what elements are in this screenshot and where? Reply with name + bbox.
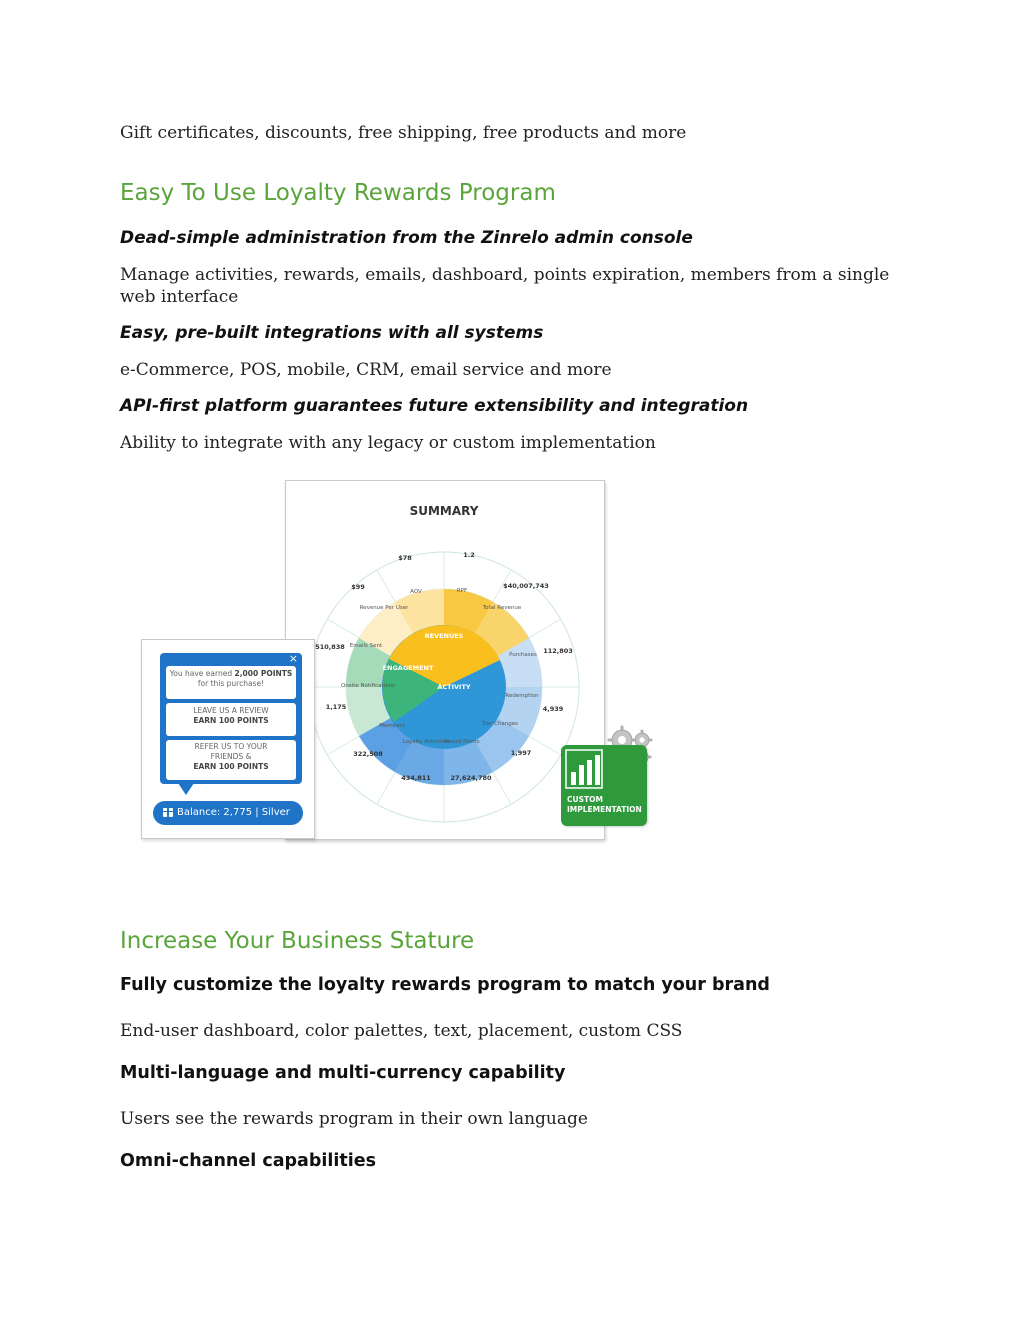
value-award-points: 27,624,780 xyxy=(450,774,492,782)
segment-label-revenue-per-user: Revenue Per User xyxy=(359,605,409,611)
feature-title-api: API-first platform guarantees future extensibility and integration xyxy=(120,396,749,416)
rewards-popup-panel xyxy=(160,653,302,784)
badge-line-1: CUSTOM xyxy=(567,795,603,804)
refer-reward-box xyxy=(166,740,296,780)
segment-label-emails-sent: Emails Sent xyxy=(349,643,383,649)
earned-suffix: for this purchase! xyxy=(197,679,265,688)
feature-body-multilanguage: Users see the rewards program in their own language xyxy=(120,1109,588,1129)
value-total-revenue: $40,007,743 xyxy=(503,582,549,590)
feature-title-integrations: Easy, pre-built integrations with all systems xyxy=(120,323,544,343)
summary-title: SUMMARY xyxy=(409,504,479,518)
feature-body-integrations: e-Commerce, POS, mobile, CRM, email service and more xyxy=(120,360,612,380)
value-members: 322,508 xyxy=(353,750,383,758)
segment-label-loyalty-activities: Loyalty Activities xyxy=(402,739,450,745)
center-label-activity: ACTIVITY xyxy=(437,683,471,691)
segment-label-award-points: Award Points xyxy=(444,739,480,745)
gift-icon xyxy=(163,808,173,817)
value-rpf: 1.2 xyxy=(463,551,475,559)
earned-points: 2,000 POINTS xyxy=(234,669,293,678)
feature-title-multilanguage: Multi-language and multi-currency capability xyxy=(120,1063,566,1083)
feature-title-admin: Dead-simple administration from the Zinrelo admin console xyxy=(120,228,693,248)
feature-body-customize: End-user dashboard, color palettes, text, placement, custom CSS xyxy=(120,1021,683,1041)
close-icon: × xyxy=(288,652,298,665)
review-line: LEAVE US A REVIEW xyxy=(193,706,269,715)
earned-prefix: You have earned xyxy=(169,669,233,678)
segment-label-purchases: Purchases xyxy=(509,652,537,658)
badge-line-2: IMPLEMENTATION xyxy=(567,805,642,814)
segment-label-members: Members xyxy=(379,723,405,729)
review-reward-box xyxy=(166,703,296,736)
value-emails-sent: 510,838 xyxy=(315,643,345,651)
review-earn: EARN 100 POINTS xyxy=(193,716,269,725)
segment-label-tier-changes: Tier Changes xyxy=(481,721,519,727)
value-loyalty-activities: 434,811 xyxy=(401,774,431,782)
feature-body-api: Ability to integrate with any legacy or custom implementation xyxy=(120,433,656,453)
rewards-popup-image xyxy=(141,639,315,839)
segment-label-onsite-notifications: Onsite Notifications xyxy=(341,683,395,689)
summary-dashboard-image xyxy=(285,480,605,840)
earned-points-box xyxy=(166,666,296,699)
refer-line-1: REFER US TO YOUR xyxy=(194,742,268,751)
segment-label-redemption: Redemption xyxy=(505,693,539,699)
value-purchases: 112,803 xyxy=(543,647,573,655)
section-heading-stature: Increase Your Business Stature xyxy=(120,928,475,954)
value-revenue-per-user: $99 xyxy=(351,583,365,591)
balance-text: Balance: 2,775 | Silver xyxy=(177,807,290,818)
value-redemption: 4,939 xyxy=(542,705,564,713)
feature-body-admin: Manage activities, rewards, emails, dashboard, points expiration, members from a single web interface xyxy=(120,265,890,307)
custom-implementation-label xyxy=(567,795,642,815)
value-aov: $78 xyxy=(398,554,412,562)
balance-pill xyxy=(153,801,303,825)
center-label-engagement: ENGAGEMENT xyxy=(382,664,434,672)
center-label-revenues: REVENUES xyxy=(424,632,464,640)
segment-label-rpf: RPF xyxy=(456,588,468,594)
custom-implementation-badge xyxy=(561,745,647,826)
popup-tail xyxy=(178,783,194,795)
refer-earn: EARN 100 POINTS xyxy=(193,762,269,771)
value-tier-changes: 1,997 xyxy=(510,749,532,757)
feature-title-customize: Fully customize the loyalty rewards program to match your brand xyxy=(120,975,770,995)
refer-line-2: FRIENDS & xyxy=(210,752,252,761)
segment-label-total-revenue: Total Revenue xyxy=(482,605,522,611)
value-onsite-notifications: 1,175 xyxy=(325,703,347,711)
segment-label-aov: AOV xyxy=(410,589,422,595)
intro-line: Gift certificates, discounts, free shipping, free products and more xyxy=(120,123,687,143)
feature-title-omnichannel: Omni-channel capabilities xyxy=(120,1151,377,1171)
section-heading-loyalty: Easy To Use Loyalty Rewards Program xyxy=(120,180,556,206)
